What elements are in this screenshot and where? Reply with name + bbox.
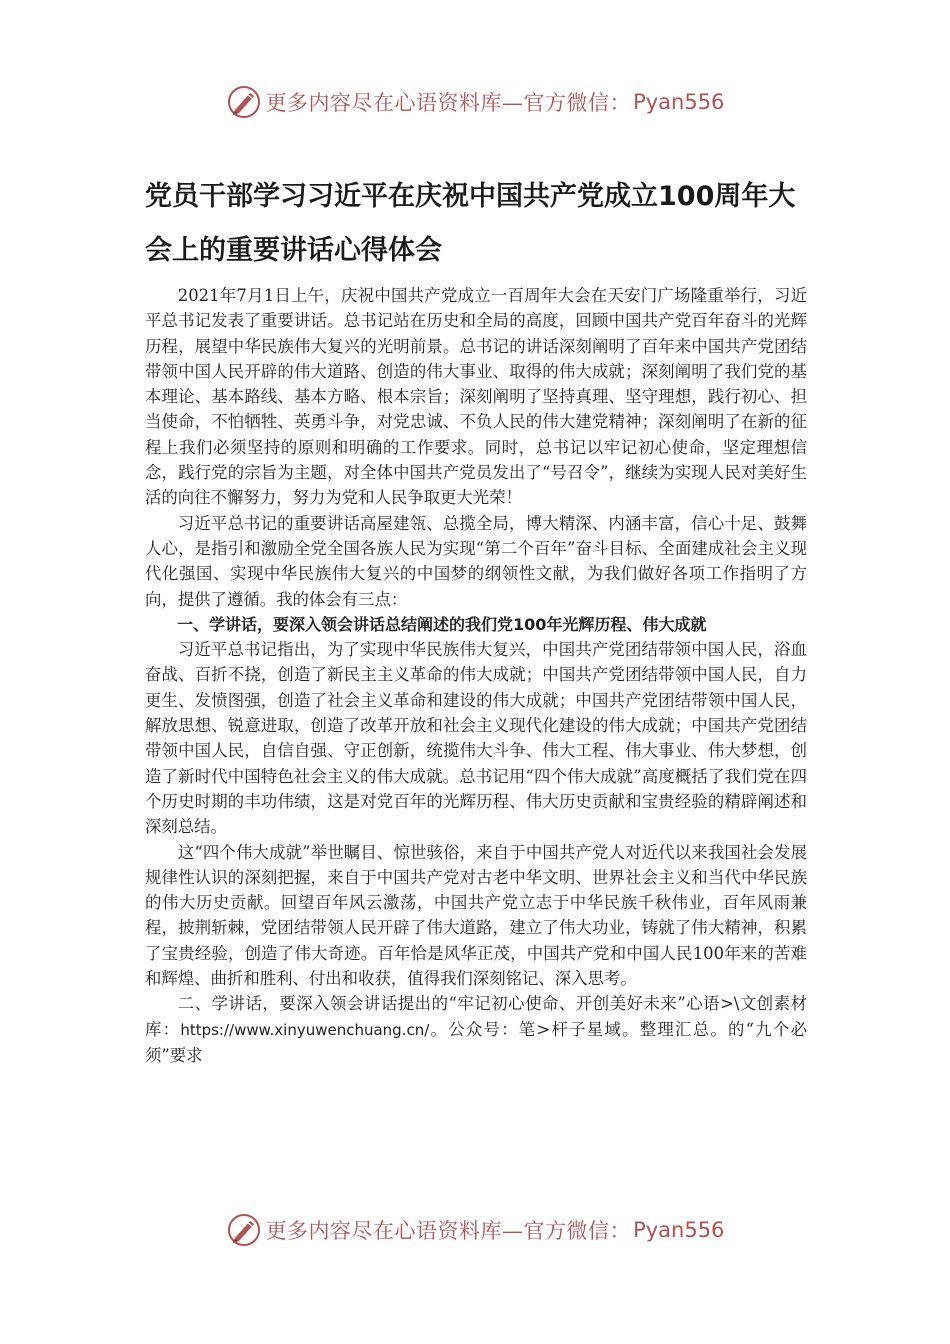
pen-logo-icon (226, 1212, 262, 1248)
document-title: 党员干部学习习近平在庆祝中国共产党成立100周年大会上的重要讲话心得体会 (145, 181, 796, 266)
section-heading-2 (145, 991, 807, 1068)
watermark-text: 更多内容尽在心语资料库—官方微信： (265, 91, 632, 115)
wechat-id: Pyan556 (633, 90, 725, 114)
footer-watermark-banner (0, 1208, 950, 1252)
paragraph: 2021年7月1日上午，庆祝中国共产党成立一百周年大会在天安门广场隆重举行，习近平总书记发表了重要讲话。总书记站在历史和全局的高度，回顾中国共产党百年奋斗的光辉历程，展望中华民族伟大复兴的光明前景。总书记的讲话深刻阐明了百年来中国共产党团结带领中国人民开辟的伟大道路、创造的伟大事业、取得的伟大成就；深刻阐明了我们党的基本理论、基本路线、基本方略、根本宗旨；深刻阐明了坚持真理、坚守理想，践行初心、担当使命，不怕牺牲、英勇斗争，对党忠诚、不负人民的伟大建党精神；深刻阐明了在新的征程上我们必须坚持的原则和明确的工作要求。同时，总书记以牢记初心使命，坚定理想信念，践行党的宗旨为主题，对全体中国共产党员发出了“号召令”，继续为实现人民对美好生活的向往不懈努力，努力为党和人民争取更大光荣！ (145, 286, 807, 508)
paragraph: 习近平总书记的重要讲话高屋建瓴、总揽全局，博大精深、内涵丰富，信心十足、鼓舞人心，是指引和激励全党全国各族人民为实现“第二个百年”奋斗目标、全面建成社会主义现代化强国、实现中华民族伟大复兴的中国梦的纲领性文献，为我们做好各项工作指明了方向，提供了遵循。我的体会有三点： (145, 513, 807, 609)
heading-text: 二、学讲话，要深入领会讲话提出的“牢记初心使命、开创美好未来”心语>\文创素材库： (145, 994, 807, 1039)
section-heading: 一、学讲话，要深入领会讲话总结阐述的我们党100年光辉历程、伟大成就 (177, 614, 707, 634)
header-watermark-banner (0, 80, 950, 124)
wechat-id: Pyan556 (633, 1218, 725, 1242)
heading-text-end: 。公众号：笔>杆子星域。整理汇总。的“九个必须”要求 (145, 1019, 807, 1065)
paragraph: 这“四个伟大成就”举世瞩目、惊世骇俗，来自于中国共产党人对近代以来我国社会发展规律性认识的深刻把握，来自于中国共产党对古老中华文明、世界社会主义和当代中华民族的伟大历史贡献。回望百年风云激荡，中国共产党立志于中华民族千秋伟业，百年风雨兼程，披荆斩棘，党团结带领人民开辟了伟大道路，建立了伟大功业，铸就了伟大精神，积累了宝贵经验，创造了伟大奇迹。百年恰是风华正茂，中国共产党和中国人民100年来的苦难和辉煌、曲折和胜利、付出和收获，值得我们深刻铭记、深入思考。 (145, 842, 807, 989)
pen-logo-icon (226, 84, 262, 120)
source-url: https://www.xinyuwenchuang.cn/ (180, 1020, 430, 1039)
paragraph: 习近平总书记指出，为了实现中华民族伟大复兴，中国共产党团结带领中国人民，浴血奋战、百折不挠，创造了新民主主义革命的伟大成就；中国共产党团结带领中国人民，自力更生、发愤图强，创造了社会主义革命和建设的伟大成就；中国共产党团结带领中国人民，解放思想、锐意进取，创造了改革开放和社会主义现代化建设的伟大成就；中国共产党团结带领中国人民，自信自强、守正创新，统揽伟大斗争、伟大工程、伟大事业、伟大梦想，创造了新时代中国特色社会主义的伟大成就。总书记用“四个伟大成就”高度概括了我们党在四个历史时期的丰功伟绩，这是对党百年的光辉历程、伟大历史贡献和宝贵经验的精辟阐述和深刻总结。 (145, 640, 807, 837)
document-body (145, 283, 807, 1068)
watermark-text: 更多内容尽在心语资料库—官方微信： (265, 1219, 632, 1243)
